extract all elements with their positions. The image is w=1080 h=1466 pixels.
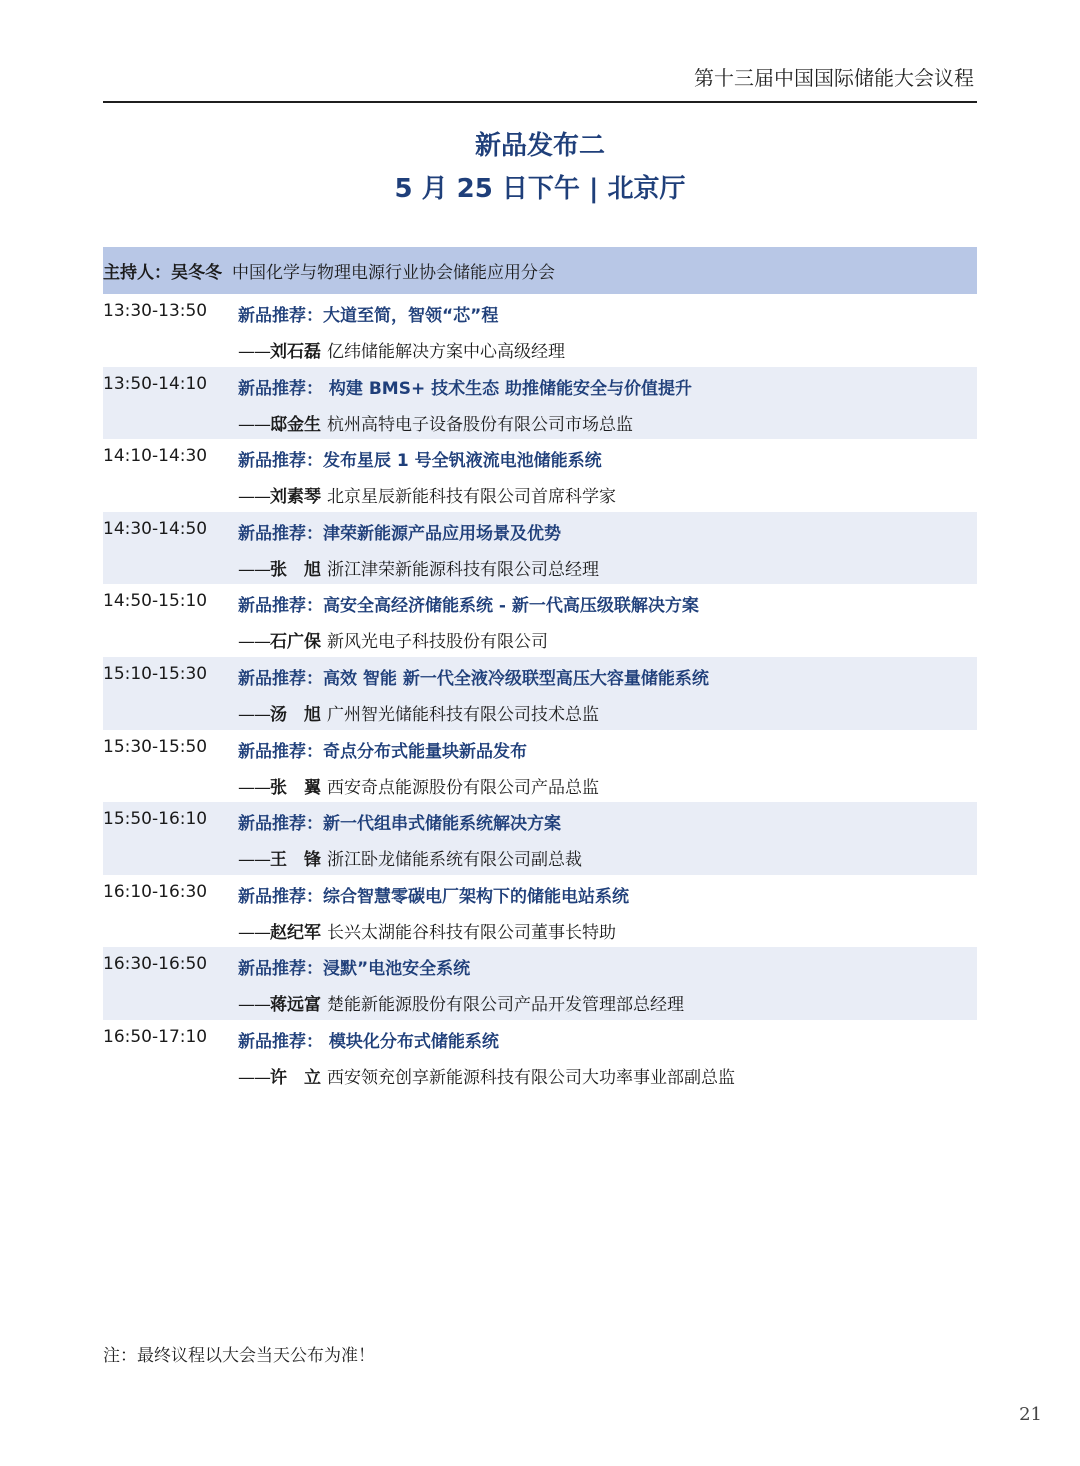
agenda-topic: 新品推荐：大道至简，智领“芯”程 [238, 306, 499, 326]
speaker-organization: 浙江津荣新能源科技有限公司总经理 [327, 559, 599, 580]
speaker-name: 赵纪军 [270, 922, 321, 943]
session-subtitle: 5 月 25 日下午 | 北京厅 [394, 174, 686, 204]
agenda-topic: 新品推荐：浸默”电池安全系统 [238, 959, 471, 980]
agenda-row [103, 657, 977, 730]
agenda-time: 16:10-16:30 [103, 881, 208, 902]
agenda-speaker-line [238, 990, 684, 1015]
speaker-name: 许 立 [270, 1067, 321, 1088]
agenda-topic: 新品推荐：新一代组串式储能系统解决方案 [238, 814, 561, 835]
footer-note: 注：最终议程以大会当天公布为准！ [103, 1346, 375, 1366]
host-organization: 中国化学与物理电源行业协会储能应用分会 [232, 263, 555, 283]
agenda-row [103, 294, 977, 367]
agenda-time: 16:50-17:10 [103, 1026, 208, 1047]
speaker-organization: 长兴太湖能谷科技有限公司董事长特助 [327, 922, 616, 943]
agenda-speaker-line [238, 410, 633, 435]
agenda-speaker-line [238, 555, 599, 580]
agenda-time: 15:10-15:30 [103, 663, 208, 684]
speaker-dash: —— [238, 777, 270, 798]
agenda-topic: 新品推荐：高安全高经济储能系统 - 新一代高压级联解决方案 [238, 596, 699, 617]
speaker-organization: 北京星辰新能科技有限公司首席科学家 [327, 487, 616, 508]
document-header-title: 第十三届中国国际储能大会议程 [694, 66, 974, 90]
header-divider [103, 101, 977, 103]
agenda-time: 14:30-14:50 [103, 518, 208, 539]
agenda-speaker-line [238, 918, 616, 943]
agenda-speaker-line [238, 627, 548, 652]
agenda-time: 14:50-15:10 [103, 591, 208, 612]
agenda-list [103, 294, 977, 1093]
speaker-name: 石广保 [270, 632, 321, 653]
agenda-time: 13:50-14:10 [103, 373, 208, 394]
agenda-row [103, 730, 977, 803]
agenda-speaker-line [238, 1063, 735, 1088]
agenda-topic: 新品推荐：综合智慧零碳电厂架构下的储能电站系统 [238, 886, 629, 907]
speaker-organization: 楚能新能源股份有限公司产品开发管理部总经理 [327, 995, 684, 1016]
agenda-row [103, 947, 977, 1020]
agenda-row [103, 584, 977, 657]
speaker-name: 张 旭 [270, 559, 321, 580]
agenda-time: 15:30-15:50 [103, 736, 208, 757]
speaker-dash: —— [238, 487, 270, 508]
host-label: 主持人：吴冬冬 [103, 263, 222, 283]
speaker-dash: —— [238, 632, 270, 653]
speaker-name: 汤 旭 [270, 704, 321, 725]
speaker-organization: 广州智光储能科技有限公司技术总监 [327, 704, 599, 725]
speaker-organization: 西安奇点能源股份有限公司产品总监 [327, 777, 599, 798]
agenda-row [103, 1020, 977, 1093]
speaker-organization: 新风光电子科技股份有限公司 [327, 632, 548, 653]
agenda-speaker-line [238, 700, 599, 725]
speaker-name: 刘素琴 [270, 487, 321, 508]
agenda-row [103, 439, 977, 512]
speaker-dash: —— [238, 704, 270, 725]
agenda-time: 14:10-14:30 [103, 446, 208, 467]
agenda-topic: 新品推荐：发布星辰 1 号全钒液流电池储能系统 [238, 451, 602, 472]
agenda-topic: 新品推荐： 构建 BMS+ 技术生态 助推储能安全与价值提升 [238, 378, 693, 399]
speaker-organization: 杭州高特电子设备股份有限公司市场总监 [327, 414, 633, 435]
agenda-row [103, 802, 977, 875]
speaker-organization: 浙江卧龙储能系统有限公司副总裁 [327, 850, 582, 871]
agenda-topic: 新品推荐： 模块化分布式储能系统 [238, 1031, 499, 1052]
speaker-dash: —— [238, 850, 270, 871]
agenda-topic: 新品推荐：高效 智能 新一代全液冷级联型高压大容量储能系统 [238, 668, 709, 689]
agenda-speaker-line [238, 773, 599, 798]
speaker-dash: —— [238, 414, 270, 435]
session-title: 新品发布二 [474, 131, 605, 161]
host-bar [103, 247, 977, 294]
speaker-dash: —— [238, 342, 270, 362]
speaker-organization: 亿纬储能解决方案中心高级经理 [327, 342, 565, 362]
agenda-time: 15:50-16:10 [103, 809, 208, 830]
speaker-dash: —— [238, 1067, 270, 1088]
speaker-dash: —— [238, 922, 270, 943]
speaker-name: 蒋远富 [270, 995, 321, 1016]
agenda-row [103, 512, 977, 585]
speaker-dash: —— [238, 559, 270, 580]
agenda-speaker-line [238, 845, 582, 870]
agenda-row [103, 875, 977, 948]
speaker-name: 张 翼 [270, 777, 321, 798]
agenda-time: 16:30-16:50 [103, 954, 208, 975]
agenda-topic: 新品推荐：奇点分布式能量块新品发布 [238, 741, 527, 762]
agenda-time: 13:30-13:50 [103, 301, 208, 321]
speaker-dash: —— [238, 995, 270, 1016]
speaker-organization: 西安领充创享新能源科技有限公司大功率事业部副总监 [327, 1067, 735, 1088]
page-number: 21 [1019, 1404, 1042, 1425]
agenda-speaker-line [238, 482, 616, 507]
agenda-topic: 新品推荐：津荣新能源产品应用场景及优势 [238, 523, 561, 544]
agenda-speaker-line [238, 337, 565, 362]
agenda-row [103, 367, 977, 440]
speaker-name: 刘石磊 [270, 342, 321, 362]
speaker-name: 邸金生 [270, 414, 321, 435]
speaker-name: 王 锋 [270, 850, 321, 871]
